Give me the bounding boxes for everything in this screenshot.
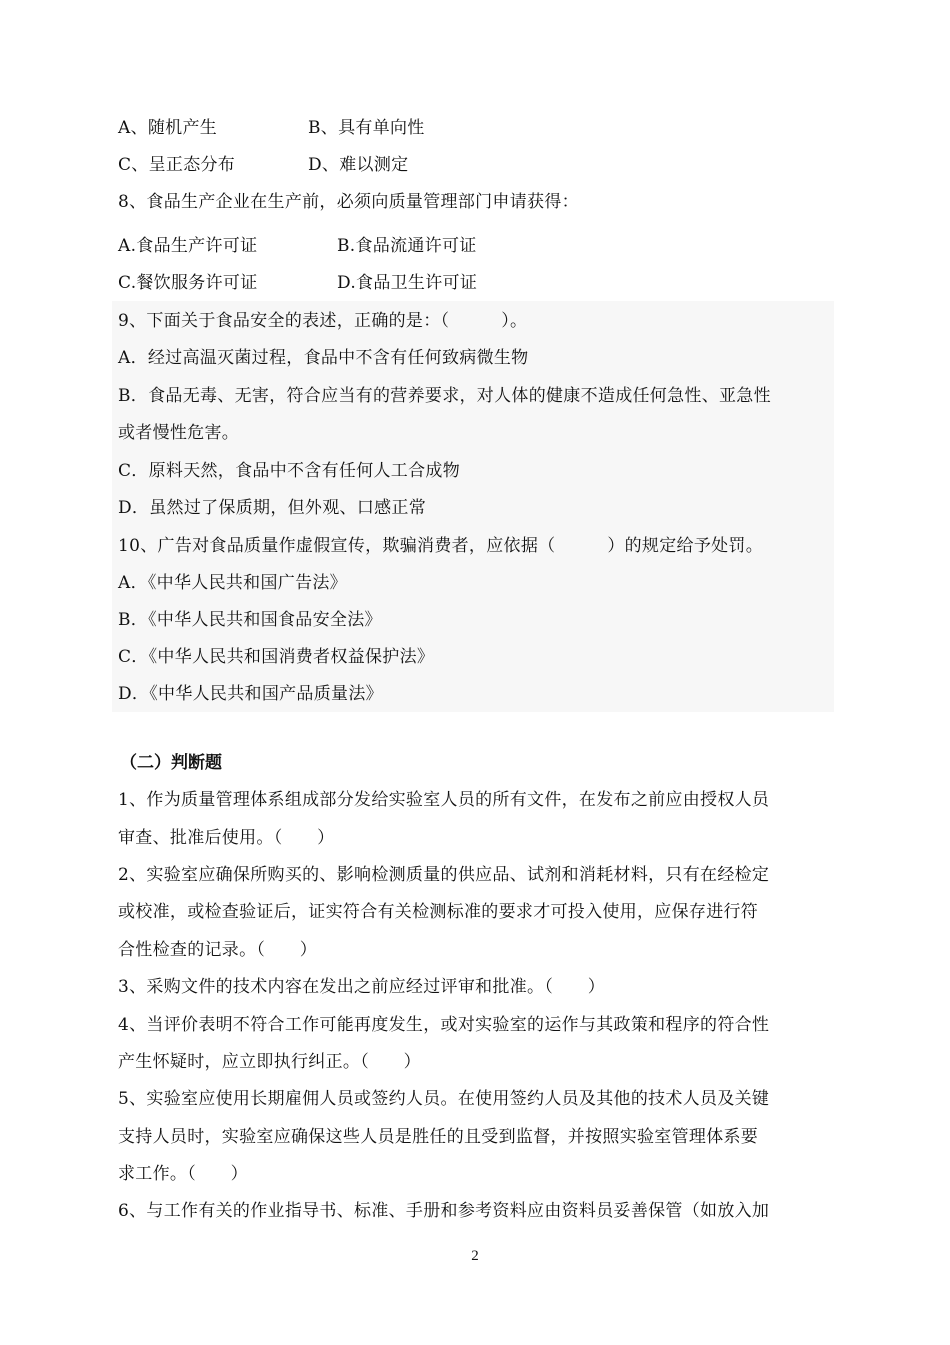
tf-5-line2: 支持人员时，实验室应确保这些人员是胜任的且受到监督，并按照实验室管理体系要 xyxy=(118,1127,759,1147)
q10-option-b: B．《中华人民共和国食品安全法》 xyxy=(118,610,382,630)
q8-option-c: C.餐饮服务许可证 xyxy=(118,273,258,293)
q10-option-c: C．《中华人民共和国消费者权益保护法》 xyxy=(118,647,435,667)
q7-option-c: C、呈正态分布 xyxy=(118,155,236,175)
q8-option-d: D.食品卫生许可证 xyxy=(337,273,478,293)
q9-option-b-line2: 或者慢性危害。 xyxy=(118,423,240,443)
tf-4-line2: 产生怀疑时，应立即执行纠正。（ ） xyxy=(118,1052,421,1072)
q8-row-1 xyxy=(118,235,477,257)
tf-5-line1: 5、实验室应使用长期雇佣人员或签约人员。在使用签约人员及其他的技术人员及关键 xyxy=(118,1089,770,1109)
tf-2-line3: 合性检查的记录。（ ） xyxy=(118,940,318,960)
q7-option-b: B、具有单向性 xyxy=(308,118,425,138)
q10-stem: 10、广告对食品质量作虚假宣传，欺骗消费者，应依据（ ）的规定给予处罚。 xyxy=(118,536,764,556)
q7-option-a: A、随机产生 xyxy=(118,118,218,138)
tf-2-line1: 2、实验室应确保所购买的、影响检测质量的供应品、试剂和消耗材料，只有在经检定 xyxy=(118,865,770,885)
q10-option-d: D．《中华人民共和国产品质量法》 xyxy=(118,684,383,704)
q8-row-2 xyxy=(118,272,478,294)
q10-option-a: A．《中华人民共和国广告法》 xyxy=(118,573,347,593)
q9-option-d: D．虽然过了保质期，但外观、口感正常 xyxy=(118,498,427,518)
q8-option-b: B.食品流通许可证 xyxy=(337,236,477,256)
q7-row-1 xyxy=(118,117,425,139)
q9-option-a: A．经过高温灭菌过程，食品中不含有任何致病微生物 xyxy=(118,348,529,368)
page-number: 2 xyxy=(471,1248,479,1264)
tf-2-line2: 或校准，或检查验证后，证实符合有关检测标准的要求才可投入使用，应保存进行符 xyxy=(118,902,759,922)
q7-row-2 xyxy=(118,154,409,176)
section-heading-true-false: （二）判断题 xyxy=(120,753,222,773)
tf-3-line1: 3、采购文件的技术内容在发出之前应经过评审和批准。（ ） xyxy=(118,977,606,997)
tf-4-line1: 4、当评价表明不符合工作可能再度发生，或对实验室的运作与其政策和程序的符合性 xyxy=(118,1015,770,1035)
tf-1-line1: 1、作为质量管理体系组成部分发给实验室人员的所有文件，在发布之前应由授权人员 xyxy=(118,790,770,810)
q8-stem: 8、食品生产企业在生产前，必须向质量管理部门申请获得： xyxy=(118,192,579,212)
q9-option-b-line1: B．食品无毒、无害，符合应当有的营养要求，对人体的健康不造成任何急性、亚急性 xyxy=(118,386,771,406)
q7-option-d: D、难以测定 xyxy=(308,155,409,175)
q9-stem: 9、下面关于食品安全的表述，正确的是：（ ）。 xyxy=(118,311,528,331)
q8-option-a: A.食品生产许可证 xyxy=(118,236,258,256)
tf-1-line2: 审查、批准后使用。（ ） xyxy=(118,828,335,848)
tf-5-line3: 求工作。（ ） xyxy=(118,1164,248,1184)
tf-6-line1: 6、与工作有关的作业指导书、标准、手册和参考资料应由资料员妥善保管（如放入加 xyxy=(118,1201,770,1221)
q9-option-c: C．原料天然，食品中不含有任何人工合成物 xyxy=(118,461,461,481)
